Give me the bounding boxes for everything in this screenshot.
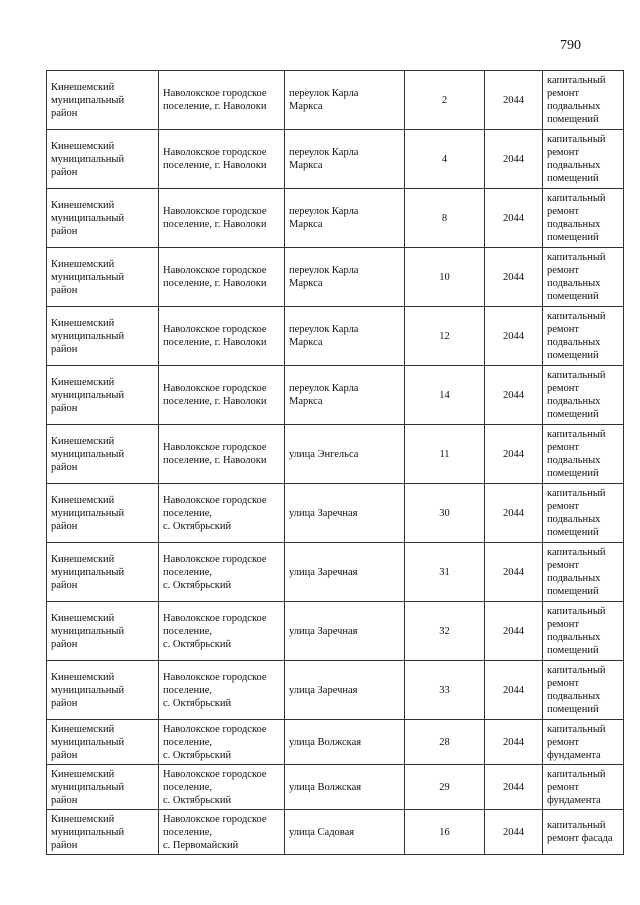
repair-schedule-table [46, 70, 624, 855]
table-body [47, 71, 624, 855]
settlement-cell: Наволокское городское поселение, г. Наволоки [159, 248, 285, 307]
settlement-cell: Наволокское городское поселение, г. Наволоки [159, 307, 285, 366]
street-cell: улица Заречная [285, 484, 405, 543]
year-cell: 2044 [485, 130, 543, 189]
work-type-cell: капитальный ремонт подвальных помещений [543, 189, 624, 248]
work-type-cell: капитальный ремонт подвальных помещений [543, 130, 624, 189]
district-cell: Кинешемский муниципальный район [47, 425, 159, 484]
table-row [47, 484, 624, 543]
street-cell: переулок Карла Маркса [285, 189, 405, 248]
year-cell: 2044 [485, 71, 543, 130]
work-type-cell: капитальный ремонт подвальных помещений [543, 425, 624, 484]
work-type-cell: капитальный ремонт подвальных помещений [543, 484, 624, 543]
year-cell: 2044 [485, 810, 543, 855]
settlement-cell: Наволокское городское поселение, с. Октябрьский [159, 765, 285, 810]
district-cell: Кинешемский муниципальный район [47, 810, 159, 855]
year-cell: 2044 [485, 189, 543, 248]
street-cell: улица Волжская [285, 720, 405, 765]
district-cell: Кинешемский муниципальный район [47, 71, 159, 130]
year-cell: 2044 [485, 661, 543, 720]
year-cell: 2044 [485, 366, 543, 425]
house-number-cell: 10 [405, 248, 485, 307]
settlement-cell: Наволокское городское поселение, с. Октябрьский [159, 602, 285, 661]
house-number-cell: 29 [405, 765, 485, 810]
table-row [47, 602, 624, 661]
settlement-cell: Наволокское городское поселение, с. Октябрьский [159, 543, 285, 602]
district-cell: Кинешемский муниципальный район [47, 602, 159, 661]
table-row [47, 366, 624, 425]
street-cell: переулок Карла Маркса [285, 366, 405, 425]
year-cell: 2044 [485, 602, 543, 661]
district-cell: Кинешемский муниципальный район [47, 366, 159, 425]
district-cell: Кинешемский муниципальный район [47, 543, 159, 602]
page-number: 790 [560, 38, 581, 53]
settlement-cell: Наволокское городское поселение, с. Октябрьский [159, 720, 285, 765]
house-number-cell: 16 [405, 810, 485, 855]
district-cell: Кинешемский муниципальный район [47, 765, 159, 810]
year-cell: 2044 [485, 720, 543, 765]
settlement-cell: Наволокское городское поселение, с. Октябрьский [159, 661, 285, 720]
work-type-cell: капитальный ремонт фасада [543, 810, 624, 855]
year-cell: 2044 [485, 248, 543, 307]
house-number-cell: 32 [405, 602, 485, 661]
house-number-cell: 8 [405, 189, 485, 248]
work-type-cell: капитальный ремонт фундамента [543, 720, 624, 765]
year-cell: 2044 [485, 307, 543, 366]
street-cell: переулок Карла Маркса [285, 248, 405, 307]
settlement-cell: Наволокское городское поселение, г. Наволоки [159, 71, 285, 130]
settlement-cell: Наволокское городское поселение, г. Наволоки [159, 425, 285, 484]
street-cell: улица Заречная [285, 543, 405, 602]
street-cell: переулок Карла Маркса [285, 71, 405, 130]
work-type-cell: капитальный ремонт подвальных помещений [543, 602, 624, 661]
year-cell: 2044 [485, 425, 543, 484]
year-cell: 2044 [485, 765, 543, 810]
district-cell: Кинешемский муниципальный район [47, 130, 159, 189]
house-number-cell: 31 [405, 543, 485, 602]
street-cell: переулок Карла Маркса [285, 307, 405, 366]
settlement-cell: Наволокское городское поселение, г. Наволоки [159, 130, 285, 189]
table-row [47, 71, 624, 130]
settlement-cell: Наволокское городское поселение, г. Наволоки [159, 366, 285, 425]
street-cell: улица Волжская [285, 765, 405, 810]
year-cell: 2044 [485, 543, 543, 602]
district-cell: Кинешемский муниципальный район [47, 248, 159, 307]
district-cell: Кинешемский муниципальный район [47, 661, 159, 720]
table-row [47, 765, 624, 810]
work-type-cell: капитальный ремонт подвальных помещений [543, 248, 624, 307]
table-row [47, 307, 624, 366]
table-row [47, 248, 624, 307]
work-type-cell: капитальный ремонт подвальных помещений [543, 71, 624, 130]
street-cell: улица Энгельса [285, 425, 405, 484]
house-number-cell: 14 [405, 366, 485, 425]
street-cell: улица Садовая [285, 810, 405, 855]
settlement-cell: Наволокское городское поселение, г. Наволоки [159, 189, 285, 248]
house-number-cell: 33 [405, 661, 485, 720]
table-row [47, 661, 624, 720]
district-cell: Кинешемский муниципальный район [47, 307, 159, 366]
house-number-cell: 11 [405, 425, 485, 484]
table-row [47, 720, 624, 765]
table-row [47, 810, 624, 855]
table-row [47, 543, 624, 602]
house-number-cell: 4 [405, 130, 485, 189]
table-row [47, 130, 624, 189]
district-cell: Кинешемский муниципальный район [47, 484, 159, 543]
street-cell: улица Заречная [285, 661, 405, 720]
house-number-cell: 12 [405, 307, 485, 366]
house-number-cell: 2 [405, 71, 485, 130]
work-type-cell: капитальный ремонт подвальных помещений [543, 543, 624, 602]
street-cell: улица Заречная [285, 602, 405, 661]
work-type-cell: капитальный ремонт фундамента [543, 765, 624, 810]
street-cell: переулок Карла Маркса [285, 130, 405, 189]
settlement-cell: Наволокское городское поселение, с. Первомайский [159, 810, 285, 855]
district-cell: Кинешемский муниципальный район [47, 720, 159, 765]
table-row [47, 189, 624, 248]
district-cell: Кинешемский муниципальный район [47, 189, 159, 248]
settlement-cell: Наволокское городское поселение, с. Октябрьский [159, 484, 285, 543]
work-type-cell: капитальный ремонт подвальных помещений [543, 661, 624, 720]
house-number-cell: 28 [405, 720, 485, 765]
house-number-cell: 30 [405, 484, 485, 543]
year-cell: 2044 [485, 484, 543, 543]
work-type-cell: капитальный ремонт подвальных помещений [543, 307, 624, 366]
work-type-cell: капитальный ремонт подвальных помещений [543, 366, 624, 425]
table-row [47, 425, 624, 484]
